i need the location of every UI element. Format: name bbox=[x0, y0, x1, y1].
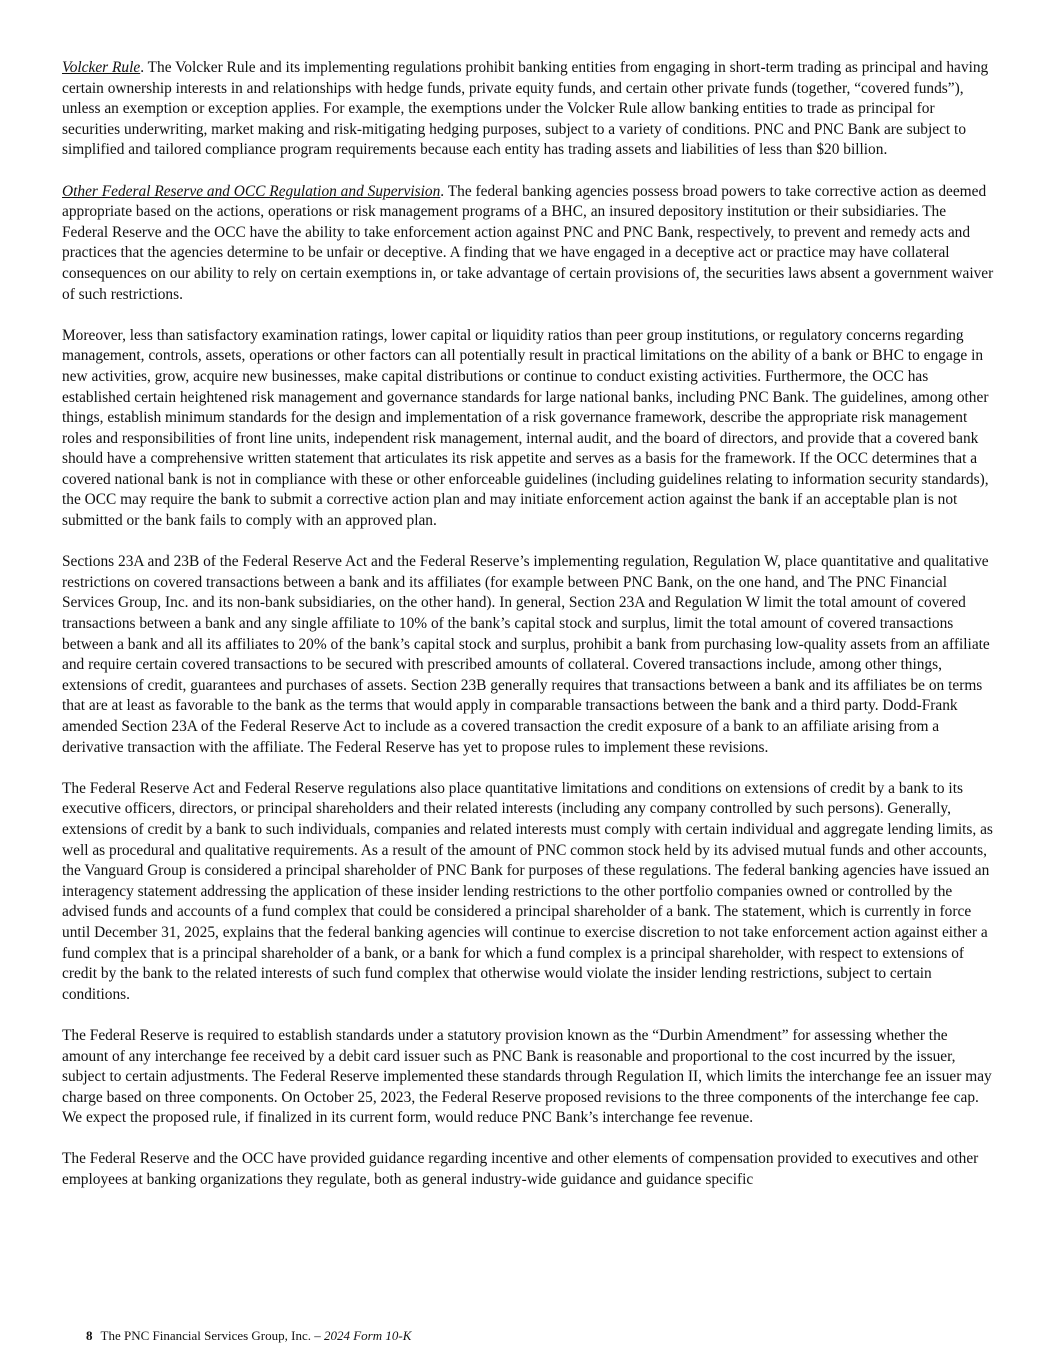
paragraph-text: The Volcker Rule and its implementing regulations prohibit banking entities from engaging in short-term trading as principal and having certain ownership interests in and relationships with hedge funds, private equity funds, and certain other private funds (together, “covered funds”), unless an exemption or exception applies. For example, the exemptions under the Volcker Rule allow banking entities to trade as principal for securities underwriting, market making and risk-mitigating hedging purposes, subject to a variety of conditions. PNC and PNC Bank are subject to simplified and tailored compliance program requirements because each entity has trading assets and liabilities of less than $20 billion. bbox=[62, 59, 989, 159]
page-number: 8 bbox=[86, 1328, 93, 1343]
paragraph-insider-lending: The Federal Reserve Act and Federal Reserve regulations also place quantitative limitations and conditions on extensions of credit by a bank to its executive officers, directors, or principal shareholders and their related interests (including any company controlled by such persons). Generally, extensions of credit by a bank to such individuals, companies and related interests must comply with certain individual and aggregate lending limits, as well as procedural and qualitative requirements. As a result of the amount of PNC common stock held by its advised mutual funds and other accounts, the Vanguard Group is considered a principal shareholder of PNC Bank for purposes of these regulations. The federal banking agencies have issued an interagency statement addressing the application of these insider lending restrictions to the other portfolio companies owned or controlled by the advised funds and accounts of a fund complex that could be considered a principal shareholder of a bank. The statement, which is currently in force until December 31, 2025, explains that the federal banking agencies will continue to exercise discretion to not take enforcement action against either a fund complex that is a principal shareholder of a bank, or a bank for which a fund complex is a principal shareholder, with respect to extensions of credit by the bank to the related interests of such fund complex that otherwise would violate the insider lending restrictions, subject to certain conditions. bbox=[62, 779, 993, 1003]
paragraph-volcker-rule: Volcker Rule. The Volcker Rule and its implementing regulations prohibit banking entities from engaging in short-term trading as principal and having certain ownership interests in and relationships with hedge funds, private equity funds, and certain other private funds (together, “covered funds”), unless an exemption or exception applies. For example, the exemptions under the Volcker Rule allow banking entities to trade as principal for securities underwriting, market making and risk-mitigating hedging purposes, subject to a variety of conditions. PNC and PNC Bank are subject to simplified and tailored compliance program requirements because each entity has trading assets and liabilities of less than $20 billion. bbox=[62, 59, 989, 159]
paragraph-text: The federal banking agencies possess broad powers to take corrective action as deemed appropriate based on the actions, operations or risk management programs of a BHC, an insured depository institution or their subsidiaries. The Federal Reserve and the OCC have the ability to take enforcement action against PNC and PNC Bank, respectively, to prevent and remedy acts and practices that the agencies determine to be unfair or deceptive. A finding that we have engaged in a deceptive act or practice may have collateral consequences on our ability to rely on certain exemptions in, or take advantage of certain provisions of, the securities laws absent a government waiver of such restrictions. bbox=[62, 182, 994, 303]
page-footer bbox=[86, 1328, 411, 1344]
paragraph-sections-23a-23b: Sections 23A and 23B of the Federal Reserve Act and the Federal Reserve’s implementing regulation, Regulation W, place quantitative and qualitative restrictions on covered transactions between a bank and its affiliates (for example between PNC Bank, on the one hand, and The PNC Financial Services Group, Inc. and its non-bank subsidiaries, on the other hand). In general, Section 23A and Regulation W limit the total amount of covered transactions between a bank and any single affiliate to 10% of the bank’s capital stock and surplus, limit the total amount of covered transactions between a bank and all its affiliates to 20% of the bank’s capital stock and surplus, prohibit a bank from purchasing low-quality assets from an affiliate and require certain covered transactions to be secured with prescribed amounts of collateral. Covered transactions include, among other things, extensions of credit, guarantees and purchases of assets. Section 23B generally requires that transactions between a bank and its affiliates be on terms that are at least as favorable to the bank as the terms that would apply in comparable transactions between the bank and a third party. Dodd-Frank amended Section 23A of the Federal Reserve Act to include as a covered transaction the credit exposure of a bank to an affiliate arising from a derivative transaction with the affiliate. The Federal Reserve has yet to propose rules to implement these revisions. bbox=[62, 553, 990, 756]
paragraph-incentive-compensation: The Federal Reserve and the OCC have provided guidance regarding incentive and other elements of compensation provided to executives and other employees at banking organizations they regulate, both as general industry-wide guidance and guidance specific bbox=[62, 1150, 979, 1189]
footer-form: 2024 Form 10-K bbox=[323, 1328, 412, 1343]
section-heading-other-regulation: Other Federal Reserve and OCC Regulation and Supervision bbox=[62, 182, 441, 200]
paragraph-durbin-amendment: The Federal Reserve is required to establish standards under a statutory provision known as the “Durbin Amendment” for assessing whether the amount of any interchange fee received by a debit card issuer such as PNC Bank is reasonable and proportional to the cost incurred by the issuer, subject to certain adjustments. The Federal Reserve implemented these standards through Regulation II, which limits the interchange fee an issuer may charge based on three components. On October 25, 2023, the Federal Reserve proposed revisions to the three components of the interchange fee cap. We expect the proposed rule, if finalized in its current form, would reduce PNC Bank’s interchange fee revenue. bbox=[62, 1026, 992, 1127]
paragraph-other-regulation: Other Federal Reserve and OCC Regulation and Supervision. The federal banking agencies possess broad powers to take corrective action as deemed appropriate based on the actions, operations or risk management programs of a BHC, an insured depository institution or their subsidiaries. The Federal Reserve and the OCC have the ability to take enforcement action against PNC and PNC Bank, respectively, to prevent and remedy acts and practices that the agencies determine to be unfair or deceptive. A finding that we have engaged in a deceptive act or practice may have collateral consequences on our ability to rely on certain exemptions in, or take advantage of certain provisions of, the securities laws absent a government waiver of such restrictions. bbox=[62, 182, 994, 303]
document-body bbox=[62, 58, 994, 1211]
paragraph-examination-ratings: Moreover, less than satisfactory examination ratings, lower capital or liquidity ratios than peer group institutions, or regulatory concerns regarding management, controls, assets, operations or other factors can all potentially result in practical limitations on the ability of a bank or BHC to engage in new activities, grow, acquire new businesses, make capital distributions or continue to conduct existing activities. Furthermore, the OCC has established certain heightened risk management and governance standards for large national banks, including PNC Bank. The guidelines, among other things, establish minimum standards for the design and implementation of a risk governance framework, describe the appropriate risk management roles and responsibilities of front line units, independent risk management, internal audit, and the board of directors, and provide that a covered bank should have a comprehensive written statement that articulates its risk appetite and serves as a basis for the framework. If the OCC determines that a covered national bank is not in compliance with these or other enforceable guidelines (including guidelines relating to information security standards), the OCC may require the bank to submit a corrective action plan and may initiate enforcement action against the bank if an acceptable plan is not submitted or the bank fails to comply with an approved plan. bbox=[62, 326, 989, 530]
section-heading-volcker-rule: Volcker Rule bbox=[62, 59, 141, 76]
footer-company: The PNC Financial Services Group, Inc. – bbox=[100, 1328, 324, 1343]
